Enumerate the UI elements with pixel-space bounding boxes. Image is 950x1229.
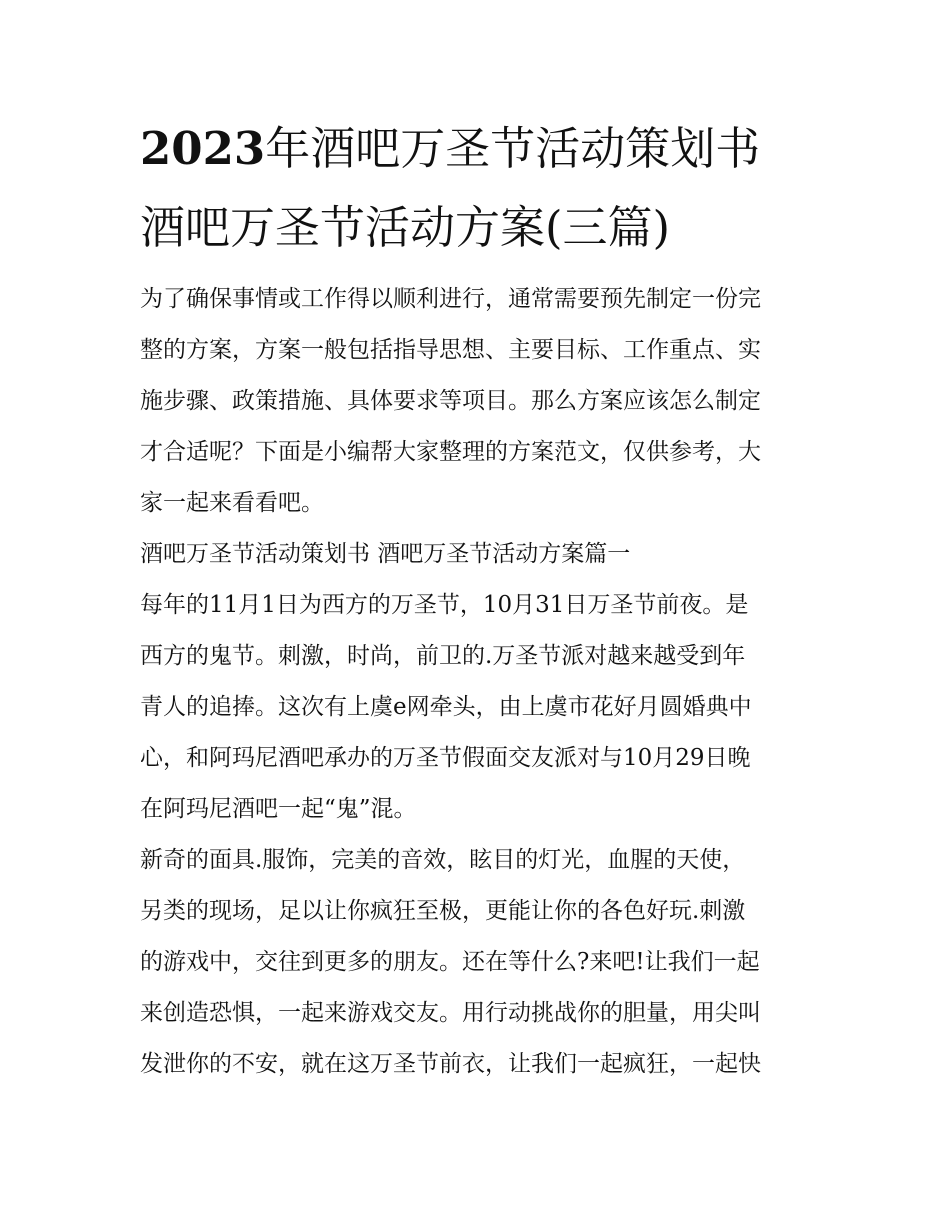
body-line: 在阿玛尼酒吧一起“鬼”混。: [140, 796, 417, 822]
body-line: 心，和阿玛尼酒吧承办的万圣节假面交友派对与10月29日晚: [140, 745, 751, 771]
document-title-line-2: 酒吧万圣节活动方案(三篇): [140, 201, 671, 254]
body-line: 每年的11月1日为西方的万圣节，10月31日万圣节前夜。是: [140, 592, 749, 618]
section-heading: 酒吧万圣节活动策划书 酒吧万圣节活动方案篇一: [140, 541, 631, 567]
body-line: 来创造恐惧，一起来游戏交友。用行动挑战你的胆量，用尖叫: [140, 1000, 761, 1026]
body-line: 家一起来看看吧。: [140, 490, 324, 516]
title-year: 2023: [140, 122, 266, 175]
body-line: 整的方案，方案一般包括指导思想、主要目标、工作重点、实: [140, 337, 761, 363]
body-line: 才合适呢？下面是小编帮大家整理的方案范文，仅供参考，大: [140, 439, 761, 465]
body-line: 的游戏中，交往到更多的朋友。还在等什么?来吧!让我们一起: [140, 949, 760, 975]
body-line: 施步骤、政策措施、具体要求等项目。那么方案应该怎么制定: [140, 388, 761, 414]
body-line: 新奇的面具.服饰，完美的音效，眩目的灯光，血腥的天使，: [140, 847, 746, 873]
body-line: 另类的现场，足以让你疯狂至极，更能让你的各色好玩.刺激: [140, 898, 746, 924]
body-line: 青人的追捧。这次有上虞e网牵头，由上虞市花好月圆婚典中: [140, 694, 752, 720]
body-line: 为了确保事情或工作得以顺利进行，通常需要预先制定一份完: [140, 286, 761, 312]
body-line: 发泄你的不安，就在这万圣节前衣，让我们一起疯狂，一起快: [140, 1051, 761, 1077]
body-line: 西方的鬼节。刺激，时尚，前卫的.万圣节派对越来越受到年: [140, 643, 746, 669]
document-title-line-1: 2023年酒吧万圣节活动策划书: [140, 122, 761, 175]
